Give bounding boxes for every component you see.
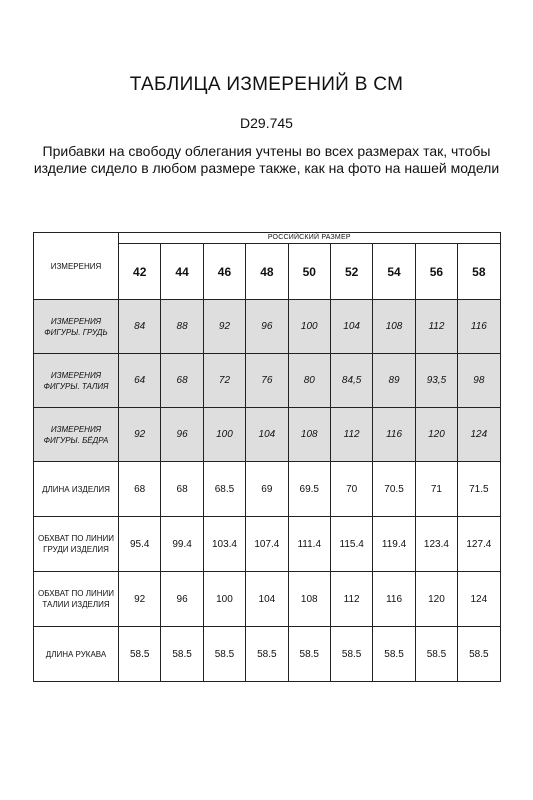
table-cell: 68.5 [203,462,245,517]
table-cell: 100 [203,572,245,627]
fit-note: Прибавки на свободу облегания учтены во всех размерах так, чтобы изделие сидело в любом размере также, как на фото на нашей модели [33,143,500,176]
table-cell: 68 [161,462,203,517]
table-cell: 71 [415,462,457,517]
table-cell: 69 [246,462,288,517]
row-label: ИЗМЕРЕНИЯ ФИГУРЫ. ТАЛИЯ [34,354,119,408]
table-cell: 119.4 [373,517,415,572]
table-cell: 58.5 [246,627,288,682]
table-cell: 92 [203,300,245,354]
table-cell: 92 [119,572,161,627]
table-cell: 58.5 [203,627,245,682]
table-cell: 89 [373,354,415,408]
table-cell: 112 [330,408,372,462]
table-cell: 116 [373,408,415,462]
table-cell: 104 [246,572,288,627]
body-measurement-row [34,408,501,462]
size-table [33,232,501,682]
row-label: ДЛИНА ИЗДЕЛИЯ [34,462,119,517]
table-cell: 69.5 [288,462,330,517]
table-cell: 93,5 [415,354,457,408]
table-cell: 58.5 [415,627,457,682]
table-cell: 58.5 [288,627,330,682]
table-cell: 88 [161,300,203,354]
table-cell: 127.4 [458,517,500,572]
table-cell: 58.5 [119,627,161,682]
table-cell: 120 [415,408,457,462]
size-header-cell: 42 [119,244,161,300]
table-cell: 64 [119,354,161,408]
row-label: ИЗМЕРЕНИЯ ФИГУРЫ. ГРУДЬ [34,300,119,354]
table-cell: 84 [119,300,161,354]
table-cell: 76 [246,354,288,408]
table-cell: 84,5 [330,354,372,408]
table-cell: 104 [330,300,372,354]
table-header-row-top [34,233,501,244]
table-cell: 115.4 [330,517,372,572]
table-cell: 124 [458,408,500,462]
size-header-cell: 58 [458,244,500,300]
table-cell: 99.4 [161,517,203,572]
table-cell: 96 [161,408,203,462]
table-cell: 100 [288,300,330,354]
table-cell: 58.5 [373,627,415,682]
size-header-cell: 44 [161,244,203,300]
table-cell: 112 [415,300,457,354]
table-cell: 80 [288,354,330,408]
table-cell: 111.4 [288,517,330,572]
row-label: ОБХВАТ ПО ЛИНИИ ГРУДИ ИЗДЕЛИЯ [34,517,119,572]
table-cell: 68 [161,354,203,408]
row-label: ДЛИНА РУКАВА [34,627,119,682]
table-cell: 123.4 [415,517,457,572]
table-cell: 108 [288,408,330,462]
row-label: ИЗМЕРЕНИЯ ФИГУРЫ. БЁДРА [34,408,119,462]
table-cell: 70.5 [373,462,415,517]
table-cell: 58.5 [458,627,500,682]
size-header-cell: 46 [203,244,245,300]
table-cell: 116 [373,572,415,627]
table-cell: 95.4 [119,517,161,572]
table-cell: 98 [458,354,500,408]
product-measurement-row [34,572,501,627]
page-title: ТАБЛИЦА ИЗМЕРЕНИЙ В СМ [129,74,404,95]
table-cell: 108 [373,300,415,354]
product-code: D29.745 [240,115,293,131]
table-cell: 96 [246,300,288,354]
table-cell: 100 [203,408,245,462]
table-cell: 116 [458,300,500,354]
size-header-cell: 48 [246,244,288,300]
size-header-cell: 50 [288,244,330,300]
table-cell: 70 [330,462,372,517]
size-header-cell: 54 [373,244,415,300]
table-cell: 72 [203,354,245,408]
table-cell: 96 [161,572,203,627]
table-cell: 124 [458,572,500,627]
table-cell: 58.5 [330,627,372,682]
table-cell: 104 [246,408,288,462]
table-cell: 92 [119,408,161,462]
table-cell: 68 [119,462,161,517]
size-header-cell: 52 [330,244,372,300]
body-measurement-row [34,300,501,354]
table-cell: 120 [415,572,457,627]
table-cell: 103.4 [203,517,245,572]
table-cell: 58.5 [161,627,203,682]
product-measurement-row [34,517,501,572]
table-cell: 112 [330,572,372,627]
russian-size-header: РОССИЙСКИЙ РАЗМЕР [119,233,501,244]
size-header-cell: 56 [415,244,457,300]
product-measurement-row [34,462,501,517]
row-label: ОБХВАТ ПО ЛИНИИ ТАЛИИ ИЗДЕЛИЯ [34,572,119,627]
table-cell: 71.5 [458,462,500,517]
measurements-header: ИЗМЕРЕНИЯ [34,233,119,300]
table-cell: 108 [288,572,330,627]
table-cell: 107.4 [246,517,288,572]
body-measurement-row [34,354,501,408]
product-measurement-row [34,627,501,682]
